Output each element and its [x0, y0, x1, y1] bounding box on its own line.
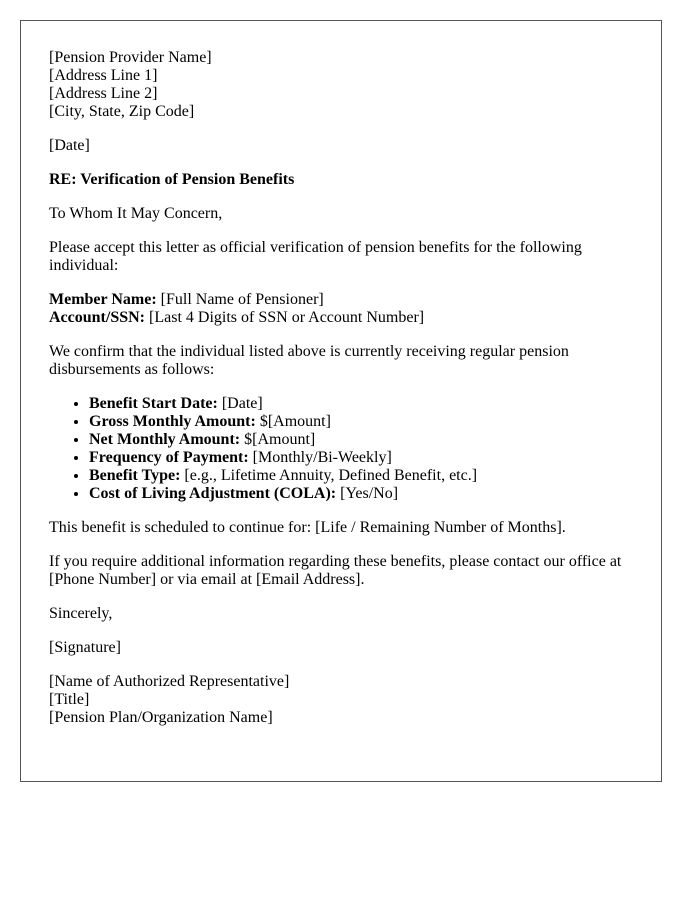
sender-line: [City, State, Zip Code]	[49, 103, 195, 120]
member-info	[49, 291, 633, 327]
signer-block	[49, 673, 633, 727]
signature: [Signature]	[49, 639, 121, 656]
confirm-paragraph: We confirm that the individual listed above is currently receiving regular pension disbursements as follows:	[49, 343, 569, 378]
benefit-value: [e.g., Lifetime Annuity, Defined Benefit, etc.]	[180, 467, 478, 484]
benefit-value: $[Amount]	[255, 413, 331, 430]
benefit-label: Frequency of Payment:	[89, 449, 249, 466]
benefit-list	[49, 395, 633, 503]
benefit-value: [Date]	[217, 395, 263, 412]
benefit-item	[89, 467, 633, 485]
sender-address	[49, 49, 633, 121]
letter	[20, 20, 662, 782]
account-value: [Last 4 Digits of SSN or Account Number]	[145, 309, 425, 326]
signer-line: [Title]	[49, 691, 90, 708]
benefit-value: [Yes/No]	[336, 485, 399, 502]
benefit-value: $[Amount]	[240, 431, 316, 448]
benefit-label: Benefit Type:	[89, 467, 181, 484]
contact-paragraph: If you require additional information regarding these benefits, please contact our office at [Phone Number] or via email at [Email Address].	[49, 553, 622, 588]
subject-line: RE: Verification of Pension Benefits	[49, 171, 295, 188]
benefit-value: [Monthly/Bi-Weekly]	[248, 449, 392, 466]
sender-line: [Pension Provider Name]	[49, 49, 212, 66]
sender-line: [Address Line 1]	[49, 67, 158, 84]
signer-line: [Pension Plan/Organization Name]	[49, 709, 273, 726]
closing: Sincerely,	[49, 605, 113, 622]
benefit-item	[89, 431, 633, 449]
benefit-label: Cost of Living Adjustment (COLA):	[89, 485, 337, 502]
member-name-value: [Full Name of Pensioner]	[156, 291, 324, 308]
benefit-item	[89, 449, 633, 467]
salutation: To Whom It May Concern,	[49, 205, 223, 222]
benefit-label: Net Monthly Amount:	[89, 431, 241, 448]
benefit-item	[89, 413, 633, 431]
benefit-label: Gross Monthly Amount:	[89, 413, 256, 430]
sender-line: [Address Line 2]	[49, 85, 158, 102]
benefit-item	[89, 485, 633, 503]
account-label: Account/SSN:	[49, 309, 146, 326]
member-name-label: Member Name:	[49, 291, 157, 308]
continue-paragraph: This benefit is scheduled to continue for: [Life / Remaining Number of Months].	[49, 519, 566, 536]
benefit-label: Benefit Start Date:	[89, 395, 218, 412]
benefit-item	[89, 395, 633, 413]
letter-date: [Date]	[49, 137, 90, 154]
signer-line: [Name of Authorized Representative]	[49, 673, 290, 690]
intro-paragraph: Please accept this letter as official verification of pension benefits for the following individual:	[49, 239, 582, 274]
